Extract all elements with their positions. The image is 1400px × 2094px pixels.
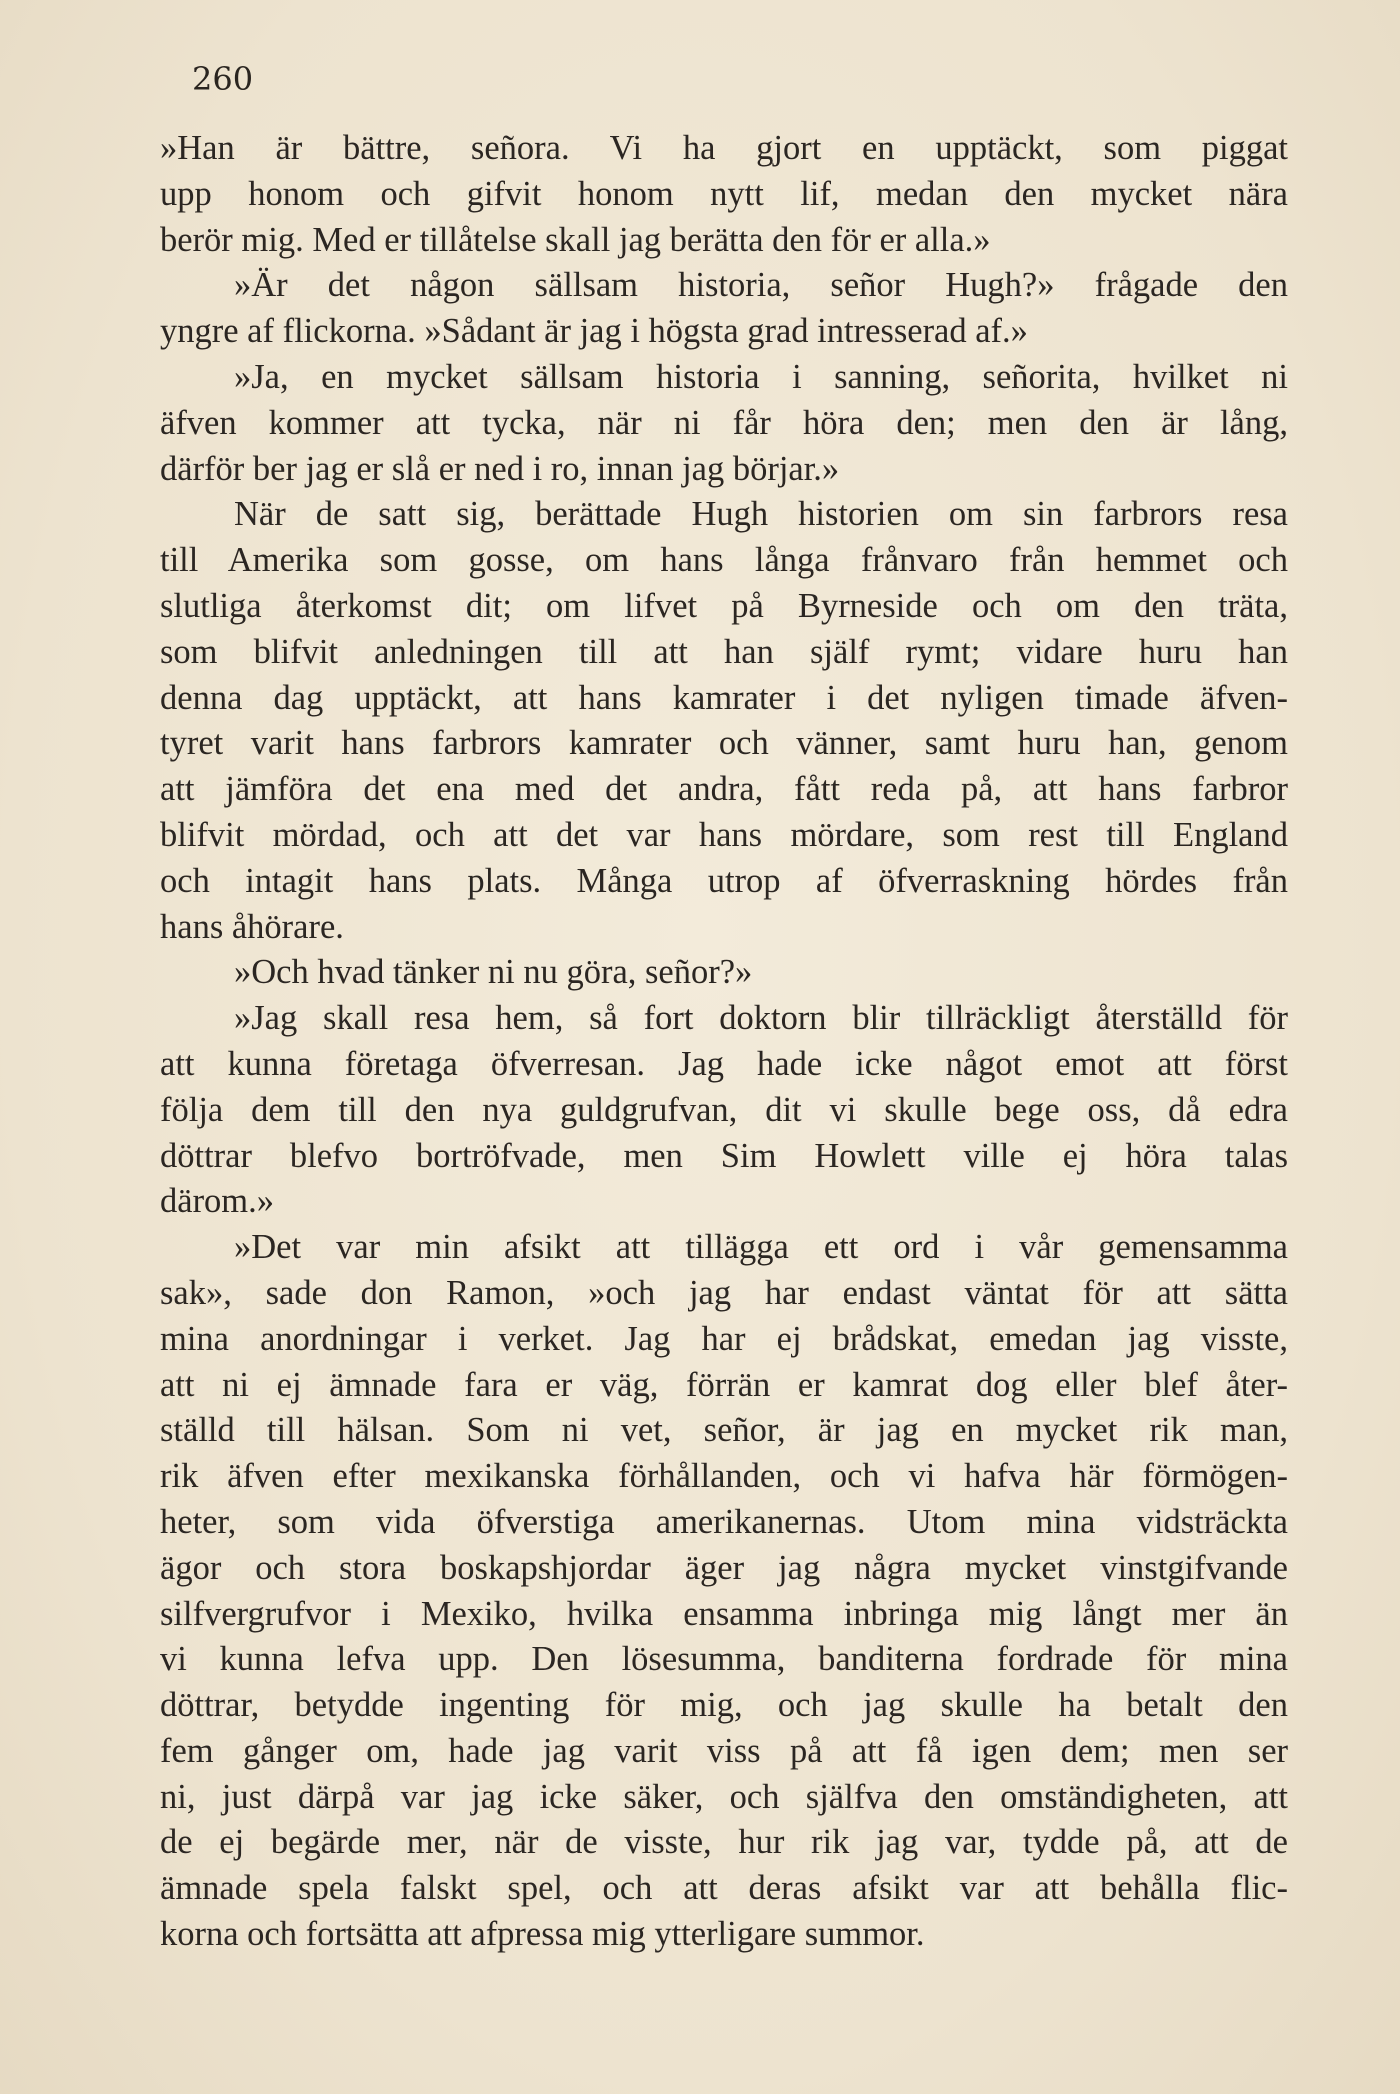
text-line: som blifvit anledningen till att han själf rymt; vidare huru han <box>160 632 1288 671</box>
text-line: därom.» <box>160 1182 275 1221</box>
text-line: ägor och stora boskapshjordar äger jag några mycket vinstgifvande <box>160 1548 1288 1587</box>
text-line: korna och fortsätta att afpressa mig ytterligare summor. <box>160 1915 925 1954</box>
text-line: att jämföra det ena med det andra, fått reda på, att hans farbror <box>160 770 1288 809</box>
text-line: hans åhörare. <box>160 907 344 946</box>
text-line: slutliga återkomst dit; om lifvet på Byrneside och om den träta, <box>160 586 1288 625</box>
text-line: rik äfven efter mexikanska förhållanden, och vi hafva här förmögen- <box>160 1457 1288 1496</box>
text-line: sak», sade don Ramon, »och jag har endast väntat för att sätta <box>160 1273 1288 1312</box>
text-line: att kunna företaga öfverresan. Jag hade icke något emot att först <box>160 1044 1288 1083</box>
text-line: följa dem till den nya guldgrufvan, dit vi skulle bege oss, då edra <box>160 1090 1288 1129</box>
text-line: »Ja, en mycket sällsam historia i sanning, señorita, hvilket ni <box>234 357 1288 396</box>
text-line: denna dag upptäckt, att hans kamrater i det nyligen timade äfven- <box>160 678 1288 717</box>
text-line: tyret varit hans farbrors kamrater och vänner, samt huru han, genom <box>160 724 1288 763</box>
text-line: att ni ej ämnade fara er väg, förrän er kamrat dog eller blef åter- <box>160 1365 1288 1404</box>
text-line: ämnade spela falskt spel, och att deras afsikt var att behålla flic- <box>160 1869 1288 1908</box>
text-line: »Han är bättre, señora. Vi ha gjort en upptäckt, som piggat <box>160 129 1288 167</box>
text-line: heter, som vida öfverstiga amerikanernas. Utom mina vidsträckta <box>160 1502 1288 1541</box>
page-number: 260 <box>192 60 254 98</box>
text-line: därför ber jag er slå er ned i ro, innan jag börjar.» <box>160 449 840 488</box>
text-line: till Amerika som gosse, om hans långa frånvaro från hemmet och <box>160 541 1288 580</box>
text-line: ställd till hälsan. Som ni vet, señor, är jag en mycket rik man, <box>160 1411 1288 1450</box>
text-line: fem gånger om, hade jag varit viss på att få igen dem; men ser <box>160 1731 1288 1770</box>
text-line: döttrar blefvo bortröfvade, men Sim Howlett ville ej höra talas <box>160 1136 1288 1175</box>
text-line: »Är det någon sällsam historia, señor Hugh?» frågade den <box>234 266 1288 305</box>
text-line: de ej begärde mer, när de visste, hur rik jag var, tydde på, att de <box>160 1823 1288 1862</box>
text-line: upp honom och gifvit honom nytt lif, medan den mycket nära <box>160 174 1288 213</box>
text-line: äfven kommer att tycka, när ni får höra den; men den är lång, <box>160 403 1288 442</box>
text-line: döttrar, betydde ingenting för mig, och jag skulle ha betalt den <box>160 1686 1288 1725</box>
text-line: blifvit mördad, och att det var hans mördare, som rest till England <box>160 815 1288 854</box>
text-line: »Jag skall resa hem, så fort doktorn blir tillräckligt återställd för <box>234 999 1288 1038</box>
text-line: silfvergrufvor i Mexiko, hvilka ensamma inbringa mig långt mer än <box>160 1594 1288 1633</box>
text-line: berör mig. Med er tillåtelse skall jag berätta den för er alla.» <box>160 220 991 259</box>
body-text <box>160 126 1288 1958</box>
text-line: vi kunna lefva upp. Den lösesumma, banditerna fordrade för mina <box>160 1640 1288 1679</box>
text-line: mina anordningar i verket. Jag har ej brådskat, emedan jag visste, <box>160 1319 1288 1358</box>
text-line: »Det var min afsikt att tillägga ett ord i vår gemensamma <box>234 1228 1288 1267</box>
text-line: och intagit hans plats. Många utrop af öfverraskning hördes från <box>160 861 1288 900</box>
text-line: »Och hvad tänker ni nu göra, señor?» <box>234 953 753 992</box>
text-line: ni, just därpå var jag icke säker, och själfva den omständigheten, att <box>160 1777 1288 1816</box>
text-line: yngre af flickorna. »Sådant är jag i högsta grad intresserad af.» <box>160 312 1028 351</box>
text-line: När de satt sig, berättade Hugh historien om sin farbrors resa <box>234 495 1288 534</box>
